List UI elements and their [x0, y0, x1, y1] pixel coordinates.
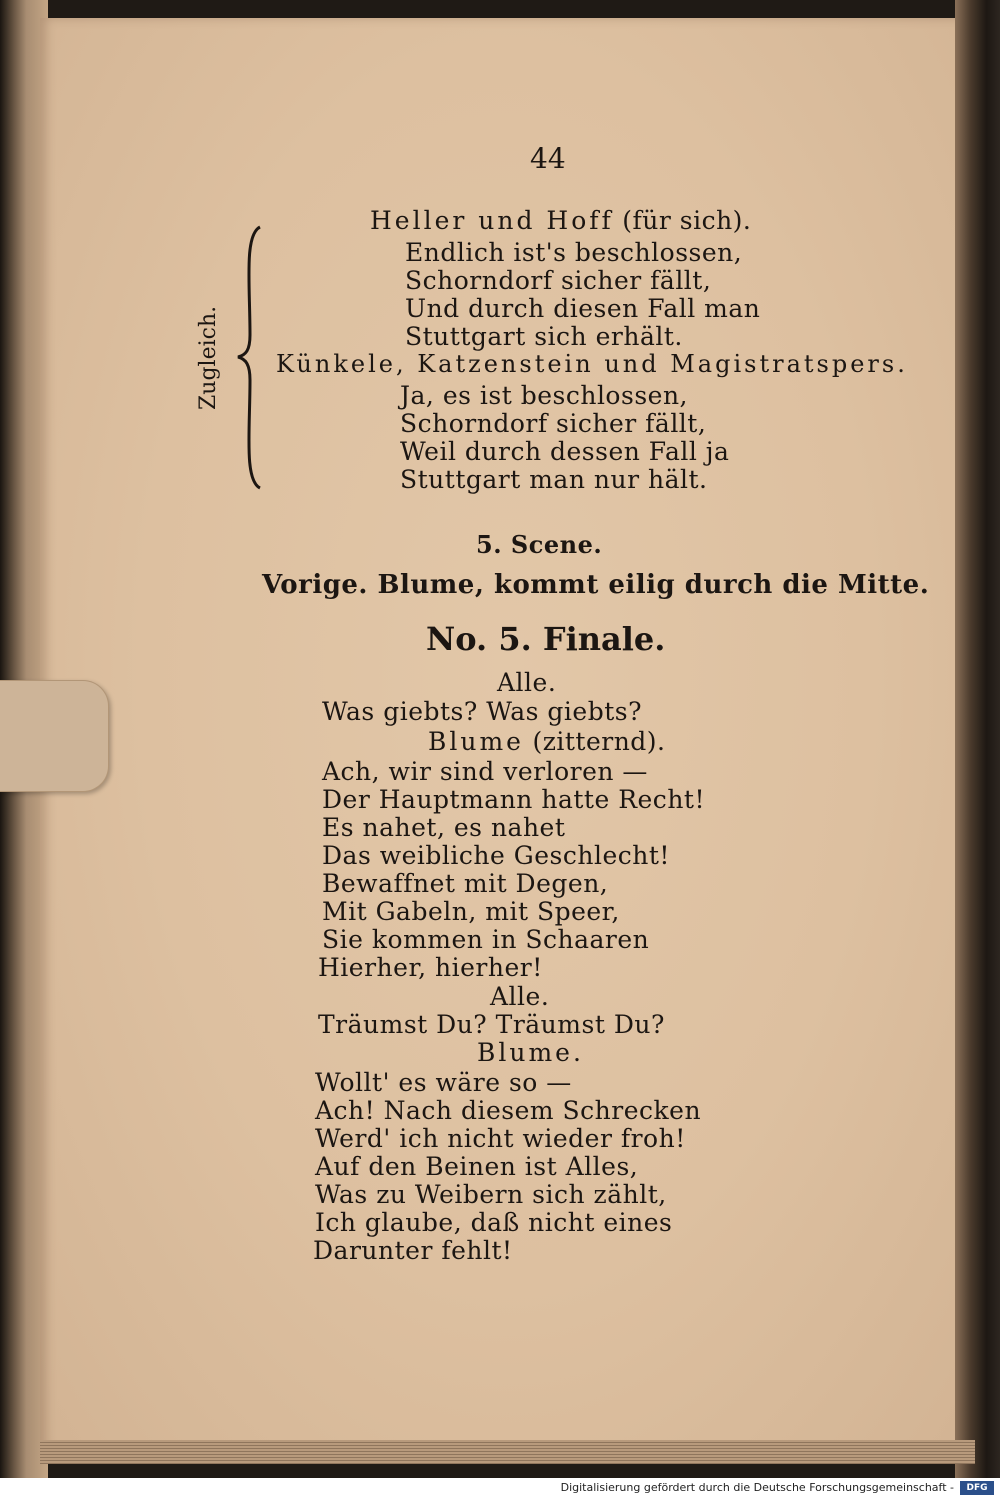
- verse-line: Schorndorf sicher fällt,: [405, 266, 712, 295]
- verse-line: Auf den Beinen ist Alles,: [315, 1152, 639, 1181]
- speaker-name: Alle.: [497, 668, 557, 697]
- verse-line: Sie kommen in Schaaren: [322, 925, 650, 954]
- dfg-logo: DFG: [960, 1481, 994, 1495]
- verse-line: Werd' ich nicht wieder froh!: [315, 1124, 686, 1153]
- verse-line: Träumst Du? Träumst Du?: [318, 1010, 665, 1039]
- verse-line: Wollt' es wäre so —: [315, 1068, 572, 1097]
- verse-line: Ach, wir sind verloren —: [322, 757, 648, 786]
- verse-line: Stuttgart sich erhält.: [405, 322, 683, 351]
- stage-direction: Vorige. Blume, kommt eilig durch die Mitte.: [262, 570, 930, 600]
- verse-line: Ach! Nach diesem Schrecken: [315, 1096, 702, 1125]
- verse-line: Endlich ist's beschlossen,: [405, 238, 743, 267]
- footer-bar: [0, 1478, 1000, 1499]
- verse-line: Hierher, hierher!: [318, 953, 543, 982]
- number-title: No. 5. Finale.: [426, 620, 666, 658]
- verse-line: Ich glaube, daß nicht eines: [315, 1208, 673, 1237]
- verse-line: Was zu Weibern sich zählt,: [315, 1180, 667, 1209]
- page-number: 44: [530, 142, 566, 175]
- verse-line: Stuttgart man nur hält.: [400, 465, 708, 494]
- verse-line: Und durch diesen Fall man: [405, 294, 761, 323]
- verse-line: Was giebts? Was giebts?: [322, 697, 643, 726]
- verse-line: Schorndorf sicher fällt,: [400, 409, 707, 438]
- verse-line: Ja, es ist beschlossen,: [400, 381, 688, 410]
- verse-line: Bewaffnet mit Degen,: [322, 869, 609, 898]
- verse-line: Der Hauptmann hatte Recht!: [322, 785, 706, 814]
- speaker-line: [428, 727, 666, 756]
- speaker-name: Blume: [428, 727, 524, 756]
- speaker-name: Blume.: [477, 1038, 584, 1067]
- verse-line: Das weibliche Geschlecht!: [322, 841, 670, 870]
- verse-line: Mit Gabeln, mit Speer,: [322, 897, 620, 926]
- page-stack-edges: [40, 1440, 975, 1464]
- stage-direction: (für sich).: [622, 206, 752, 235]
- verse-line: Es nahet, es nahet: [322, 813, 566, 842]
- scene-heading: 5. Scene.: [476, 530, 603, 559]
- footer-credit: Digitalisierung gefördert durch die Deutsche Forschungsgemeinschaft -: [560, 1481, 954, 1494]
- speaker-name: Heller und Hoff: [370, 206, 614, 235]
- verse-line: Darunter fehlt!: [313, 1236, 513, 1265]
- speaker-name: Künkele, Katzenstein und Magistratspers.: [276, 350, 908, 378]
- book-gutter: [955, 0, 1000, 1478]
- curly-brace-icon: [236, 225, 264, 490]
- stage-direction: (zitternd).: [532, 727, 666, 756]
- bookmark-tab: [0, 680, 109, 792]
- speaker-name: Alle.: [490, 982, 550, 1011]
- verse-line: Weil durch dessen Fall ja: [400, 437, 730, 466]
- speaker-line: [370, 206, 751, 235]
